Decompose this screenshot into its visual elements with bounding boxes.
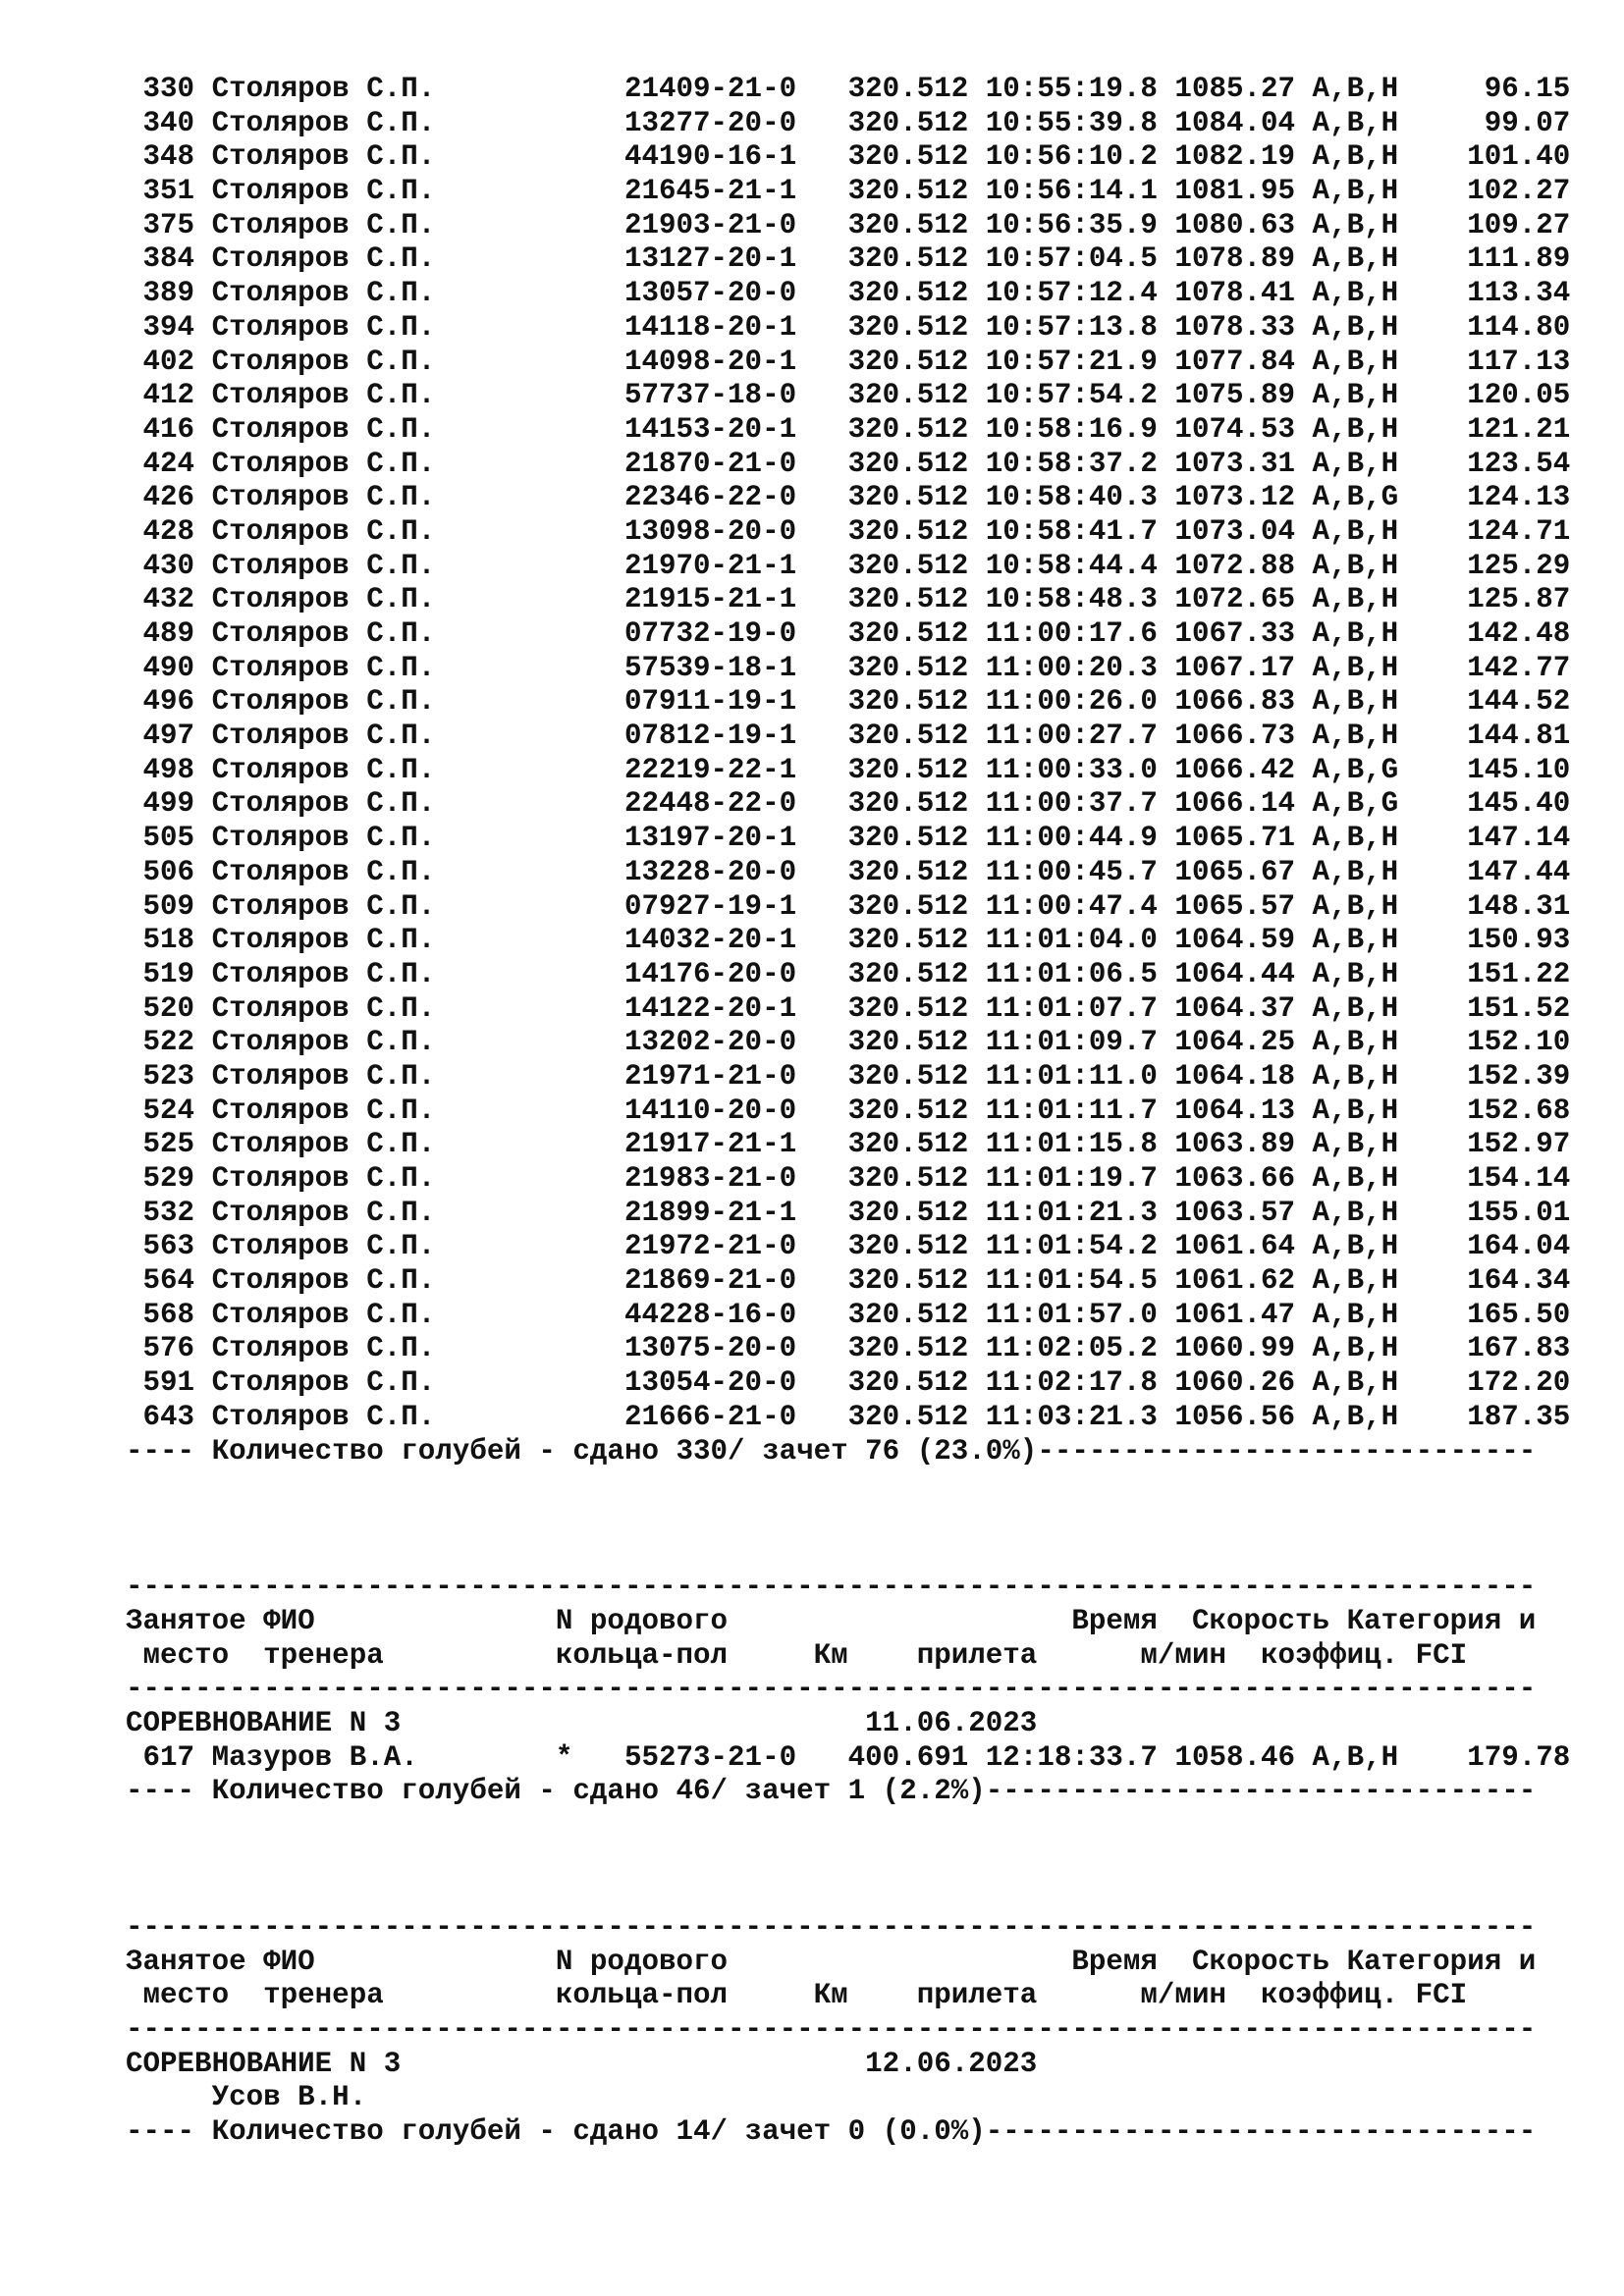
table-row: 563 Столяров С.П. 21972-21-0 320.512 11:01:54.2 1061.64 A,B,H 164.04	[126, 1230, 1571, 1263]
table-row: 489 Столяров С.П. 07732-19-0 320.512 11:00:17.6 1067.33 A,B,H 142.48	[126, 617, 1571, 650]
table-row: 499 Столяров С.П. 22448-22-0 320.512 11:00:37.7 1066.14 A,B,G 145.40	[126, 787, 1571, 821]
results-sheet	[126, 73, 1570, 2150]
header-row-2: место тренера кольца-пол Км прилета м/мин коэффиц. FCI	[126, 1979, 1468, 2012]
table-row: 428 Столяров С.П. 13098-20-0 320.512 10:58:41.7 1073.04 A,B,H 124.71	[126, 514, 1571, 548]
table-row: 576 Столяров С.П. 13075-20-0 320.512 11:02:05.2 1060.99 A,B,H 167.83	[126, 1332, 1571, 1365]
table-row: 348 Столяров С.П. 44190-16-1 320.512 10:56:10.2 1082.19 A,B,H 101.40	[126, 140, 1571, 174]
table-row: 522 Столяров С.П. 13202-20-0 320.512 11:01:09.7 1064.25 A,B,H 152.10	[126, 1026, 1571, 1059]
table-row: 384 Столяров С.П. 13127-20-1 320.512 10:57:04.5 1078.89 A,B,H 111.89	[126, 242, 1571, 276]
table-row: 416 Столяров С.П. 14153-20-1 320.512 10:58:16.9 1074.53 A,B,H 121.21	[126, 412, 1571, 446]
table-row: 375 Столяров С.П. 21903-21-0 320.512 10:56:35.9 1080.63 A,B,H 109.27	[126, 208, 1571, 241]
table-row: 426 Столяров С.П. 22346-22-0 320.512 10:58:40.3 1073.12 A,B,G 124.13	[126, 481, 1571, 514]
table-row: 430 Столяров С.П. 21970-21-1 320.512 10:58:44.4 1072.88 A,B,H 125.29	[126, 549, 1571, 582]
section-gap	[126, 1809, 1570, 1911]
table-row: 568 Столяров С.П. 44228-16-0 320.512 11:01:57.0 1061.47 A,B,H 165.50	[126, 1298, 1571, 1331]
header-rule-top: ----------------------------------------------------------------------------------	[126, 1911, 1537, 1944]
header-rule-bottom: ----------------------------------------------------------------------------------	[126, 2013, 1537, 2047]
table-row: 529 Столяров С.П. 21983-21-0 320.512 11:01:19.7 1063.66 A,B,H 154.14	[126, 1162, 1571, 1195]
header-row-1: Занятое ФИО N родового Время Скорость Категория и	[126, 1604, 1537, 1637]
section-gap	[126, 1468, 1570, 1571]
table-row: 424 Столяров С.П. 21870-21-0 320.512 10:58:37.2 1073.31 A,B,H 123.54	[126, 447, 1571, 480]
table-row: 509 Столяров С.П. 07927-19-1 320.512 11:00:47.4 1065.57 A,B,H 148.31	[126, 889, 1571, 923]
table-row: 497 Столяров С.П. 07812-19-1 320.512 11:00:27.7 1066.73 A,B,H 144.81	[126, 720, 1571, 753]
table-row: 498 Столяров С.П. 22219-22-1 320.512 11:00:33.0 1066.42 A,B,G 145.10	[126, 753, 1571, 786]
table-row: 351 Столяров С.П. 21645-21-1 320.512 10:56:14.1 1081.95 A,B,H 102.27	[126, 175, 1571, 208]
header-rule-bottom: ----------------------------------------------------------------------------------	[126, 1673, 1537, 1706]
table-row: 520 Столяров С.П. 14122-20-1 320.512 11:01:07.7 1064.37 A,B,H 151.52	[126, 991, 1571, 1025]
table-row: 490 Столяров С.П. 57539-18-1 320.512 11:00:20.3 1067.17 A,B,H 142.77	[126, 651, 1571, 684]
table-row: 643 Столяров С.П. 21666-21-0 320.512 11:03:21.3 1056.56 A,B,H 187.35	[126, 1400, 1571, 1433]
table-row: 617 Мазуров В.А. * 55273-21-0 400.691 12:18:33.7 1058.46 A,B,H 179.78	[126, 1740, 1571, 1774]
trainer-name: Усов В.Н.	[126, 2081, 367, 2114]
table-row: 523 Столяров С.П. 21971-21-0 320.512 11:01:11.0 1064.18 A,B,H 152.39	[126, 1059, 1571, 1093]
header-rule-top: ----------------------------------------------------------------------------------	[126, 1571, 1537, 1604]
header-row-1: Занятое ФИО N родового Время Скорость Категория и	[126, 1945, 1537, 1978]
table-row: 564 Столяров С.П. 21869-21-0 320.512 11:01:54.5 1061.62 A,B,H 164.34	[126, 1264, 1571, 1298]
section-summary: ---- Количество голубей - сдано 46/ зачет 1 (2.2%)--------------------------------	[126, 1775, 1537, 1808]
table-row: 432 Столяров С.П. 21915-21-1 320.512 10:58:48.3 1072.65 A,B,H 125.87	[126, 583, 1571, 616]
table-row: 518 Столяров С.П. 14032-20-1 320.512 11:01:04.0 1064.59 A,B,H 150.93	[126, 924, 1571, 957]
table-row: 519 Столяров С.П. 14176-20-0 320.512 11:01:06.5 1064.44 A,B,H 151.22	[126, 957, 1571, 990]
table-row: 394 Столяров С.П. 14118-20-1 320.512 10:57:13.8 1078.33 A,B,H 114.80	[126, 310, 1571, 344]
table-row: 591 Столяров С.П. 13054-20-0 320.512 11:02:17.8 1060.26 A,B,H 172.20	[126, 1366, 1571, 1400]
table-row: 389 Столяров С.П. 13057-20-0 320.512 10:57:12.4 1078.41 A,B,H 113.34	[126, 277, 1571, 310]
table-row: 532 Столяров С.П. 21899-21-1 320.512 11:01:21.3 1063.57 A,B,H 155.01	[126, 1196, 1571, 1229]
competition-title: СОРЕВНОВАНИЕ N 3 12.06.2023	[126, 2047, 1038, 2080]
competition-title: СОРЕВНОВАНИЕ N 3 11.06.2023	[126, 1706, 1038, 1739]
section-summary: ---- Количество голубей - сдано 14/ зачет 0 (0.0%)--------------------------------	[126, 2115, 1537, 2149]
section-summary: ---- Количество голубей - сдано 330/ зачет 76 (23.0%)-----------------------------	[126, 1434, 1537, 1468]
table-row: 505 Столяров С.П. 13197-20-1 320.512 11:00:44.9 1065.71 A,B,H 147.14	[126, 822, 1571, 855]
table-row: 330 Столяров С.П. 21409-21-0 320.512 10:55:19.8 1085.27 A,B,H 96.15	[126, 73, 1571, 105]
table-row: 402 Столяров С.П. 14098-20-1 320.512 10:57:21.9 1077.84 A,B,H 117.13	[126, 345, 1571, 378]
table-row: 506 Столяров С.П. 13228-20-0 320.512 11:00:45.7 1065.67 A,B,H 147.44	[126, 855, 1571, 888]
table-row: 524 Столяров С.П. 14110-20-0 320.512 11:01:11.7 1064.13 A,B,H 152.68	[126, 1094, 1571, 1127]
table-row: 340 Столяров С.П. 13277-20-0 320.512 10:55:39.8 1084.04 A,B,H 99.07	[126, 106, 1571, 139]
table-row: 525 Столяров С.П. 21917-21-1 320.512 11:01:15.8 1063.89 A,B,H 152.97	[126, 1128, 1571, 1161]
header-row-2: место тренера кольца-пол Км прилета м/мин коэффиц. FCI	[126, 1638, 1468, 1672]
table-row: 412 Столяров С.П. 57737-18-0 320.512 10:57:54.2 1075.89 A,B,H 120.05	[126, 379, 1571, 412]
table-row: 496 Столяров С.П. 07911-19-1 320.512 11:00:26.0 1066.83 A,B,H 144.52	[126, 685, 1571, 719]
